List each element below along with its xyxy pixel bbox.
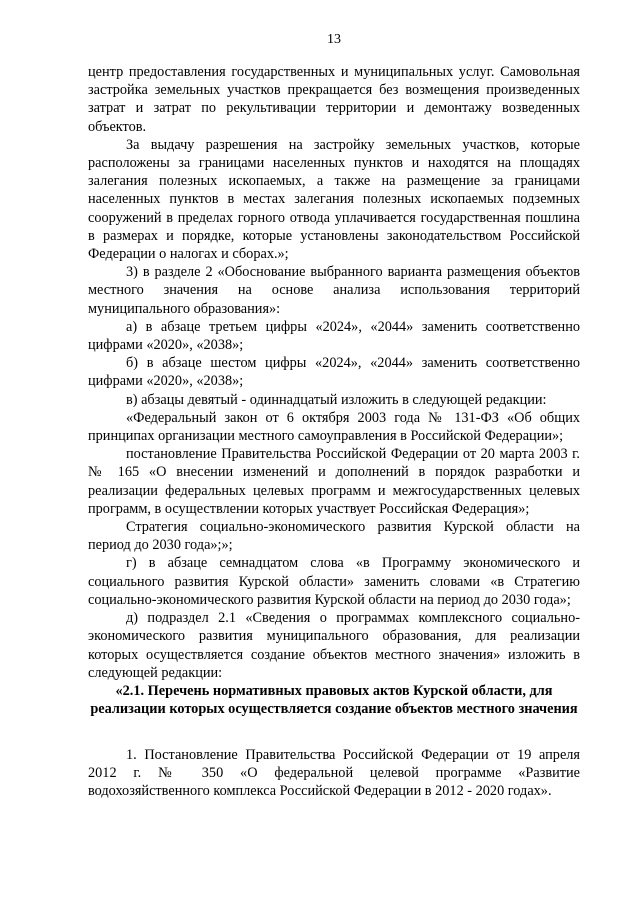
paragraph-item-d: д) подраздел 2.1 «Сведения о программах комплексного социально-экономического развития муниципального образования, для реализации которых осуществляется создание объектов местного значения» изложить в следующей редакции: xyxy=(88,610,580,681)
document-page xyxy=(88,0,580,905)
paragraph-continuation: центр предоставления государственных и муниципальных услуг. Самовольная застройка земельных участков прекращается без возмещения произведенных затрат и затрат по рекультивации территории и демонтажу возведенных объектов. xyxy=(88,64,580,135)
paragraph-section-2: 3) в разделе 2 «Обоснование выбранного варианта размещения объектов местного значения на основе анализа использования территорий муниципального образования»: xyxy=(88,264,580,317)
page-number: 13 xyxy=(327,32,341,47)
paragraph-federal-law: «Федеральный закон от 6 октября 2003 года № 131-ФЗ «Об общих принципах организации местного самоуправления в Российской Федерации»; xyxy=(88,409,580,445)
paragraph-government-decree: постановление Правительства Российской Федерации от 20 марта 2003 г. № 165 «О внесении изменений и дополнений в порядок разработки и реализации федеральных целевых программ и межгосударственных целевых программ, в осуществлении которых участвует Российская Федерация»; xyxy=(88,446,580,517)
section-heading: «2.1. Перечень нормативных правовых актов Курской области, для реализации которых осуществляется создание объектов местного значения xyxy=(90,682,578,718)
paragraph-list-item-1: 1. Постановление Правительства Российской Федерации от 19 апреля 2012 г. № 350 «О федеральной целевой программе «Развитие водохозяйственного комплекса Российской Федерации в 2012 - 2020 годах». xyxy=(88,746,580,800)
spacer xyxy=(88,719,580,746)
paragraph-item-v: в) абзацы девятый - одиннадцатый изложить в следующей редакции: xyxy=(126,391,547,408)
paragraph-strategy: Стратегия социально-экономического развития Курской области на период до 2030 года»;»; xyxy=(88,519,580,554)
paragraph-item-b: б) в абзаце шестом цифры «2024», «2044» заменить соответственно цифрами «2020», «2038»; xyxy=(88,355,580,390)
paragraph-permit-fee: За выдачу разрешения на застройку земельных участков, которые расположены за границами населенных пунктов и находятся на площадях залегания полезных ископаемых, а также на размещение за границами населенных пунктов в местах залегания полезных ископаемых подземных сооружений в пределах горного отвода уплачивается государственная пошлина в размерах и порядке, которые установлены законодательством Российской Федерации о налогах и сборах.»; xyxy=(88,136,580,263)
paragraph-item-g: г) в абзаце семнадцатом слова «в Программу экономического и социального развития Курской области» заменить словами «в Стратегию социально-экономического развития Курской области на период до 2030 года»; xyxy=(88,555,580,608)
paragraph-item-a: а) в абзаце третьем цифры «2024», «2044» заменить соответственно цифрами «2020», «2038»; xyxy=(88,318,580,354)
document-body xyxy=(88,63,580,800)
